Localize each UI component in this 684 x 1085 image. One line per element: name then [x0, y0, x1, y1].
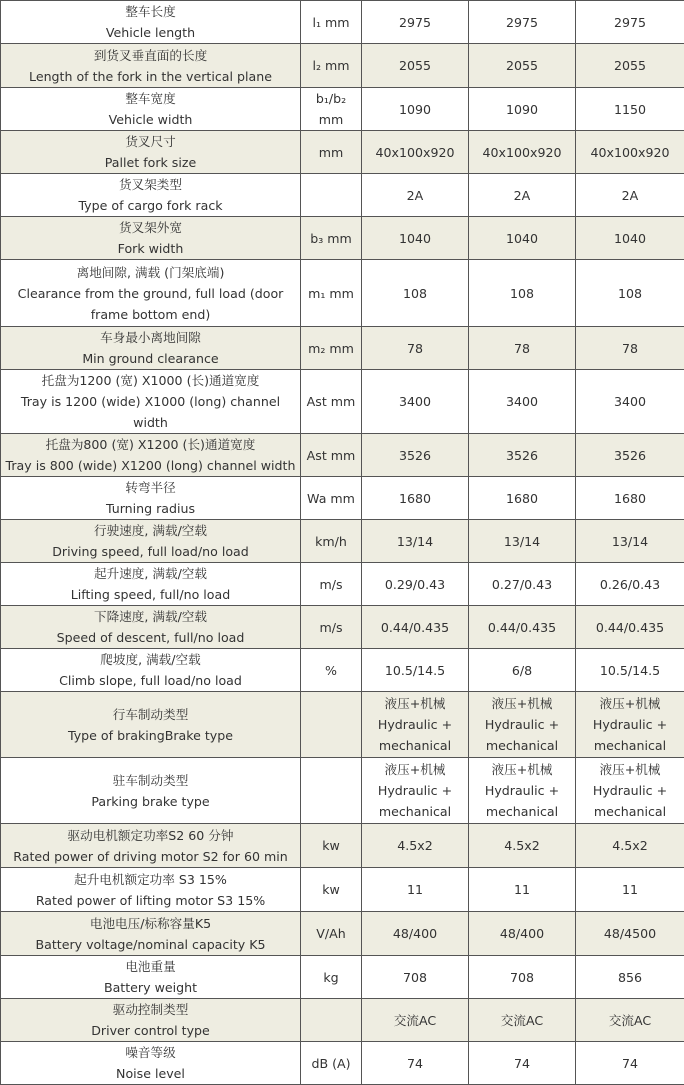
parameter-name-en: Lifting speed, full/no load: [71, 587, 230, 602]
parameter-name-en: Driving speed, full load/no load: [52, 544, 249, 559]
unit-cell: Ast mm: [301, 370, 362, 434]
parameter-name-en: Type of brakingBrake type: [68, 728, 233, 743]
parameter-name-zh: 电池电压/标称容量K5: [3, 913, 298, 934]
model-3-value: 108: [576, 260, 684, 327]
parameter-name-zh: 整车长度: [3, 1, 298, 22]
parameter-cell: [1, 692, 301, 758]
unit-cell: dB (A): [301, 1042, 362, 1085]
parameter-cell: [1, 999, 301, 1042]
parameter-cell: [1, 477, 301, 520]
model-3-value: 74: [576, 1042, 684, 1085]
table-row: [1, 868, 684, 912]
parameter-name-zh: 行车制动类型: [3, 704, 298, 725]
parameter-cell: [1, 44, 301, 88]
unit-cell: [301, 758, 362, 824]
model-3-value: 10.5/14.5: [576, 649, 684, 692]
model-3-value: 13/14: [576, 520, 684, 563]
model-3-value: 液压+机械 Hydraulic + mechanical: [576, 692, 684, 758]
model-1-value: 10.5/14.5: [362, 649, 469, 692]
parameter-cell: [1, 1, 301, 44]
unit-cell: mm: [301, 131, 362, 174]
unit-cell: m/s: [301, 563, 362, 606]
unit-cell: m₂ mm: [301, 327, 362, 370]
parameter-name-zh: 驱动控制类型: [3, 999, 298, 1020]
model-1-value: 78: [362, 327, 469, 370]
table-row: [1, 758, 684, 824]
parameter-cell: [1, 606, 301, 649]
parameter-cell: [1, 956, 301, 999]
parameter-cell: [1, 1042, 301, 1085]
model-2-value: 48/400: [469, 912, 576, 956]
model-2-value: 11: [469, 868, 576, 912]
unit-cell: [301, 174, 362, 217]
parameter-name-zh: 整车宽度: [3, 88, 298, 109]
parameter-cell: [1, 131, 301, 174]
parameter-name-en: Tray is 800 (wide) X1200 (long) channel width: [6, 458, 296, 473]
table-row: [1, 563, 684, 606]
parameter-cell: [1, 912, 301, 956]
model-3-value: 1150: [576, 88, 684, 131]
table-row: [1, 260, 684, 327]
parameter-cell: [1, 327, 301, 370]
table-row: [1, 327, 684, 370]
model-3-value: 48/4500: [576, 912, 684, 956]
model-2-value: 2055: [469, 44, 576, 88]
model-2-value: 2A: [469, 174, 576, 217]
parameter-name-en: Parking brake type: [91, 794, 209, 809]
model-3-value: 2A: [576, 174, 684, 217]
model-3-value: 40x100x920: [576, 131, 684, 174]
model-1-value: 40x100x920: [362, 131, 469, 174]
model-3-value: 2055: [576, 44, 684, 88]
parameter-name-zh: 驻车制动类型: [3, 770, 298, 791]
table-row: [1, 606, 684, 649]
parameter-name-en: Turning radius: [106, 501, 195, 516]
unit-cell: kw: [301, 868, 362, 912]
unit-cell: [301, 999, 362, 1042]
model-1-value: 2055: [362, 44, 469, 88]
table-row: [1, 1042, 684, 1085]
unit-cell: [301, 692, 362, 758]
parameter-name-en: Min ground clearance: [82, 351, 218, 366]
table-row: [1, 217, 684, 260]
unit-cell: km/h: [301, 520, 362, 563]
unit-cell: Ast mm: [301, 434, 362, 477]
model-2-value: 708: [469, 956, 576, 999]
table-row: [1, 956, 684, 999]
model-1-value: 708: [362, 956, 469, 999]
parameter-name-zh: 到货叉垂直面的长度: [3, 45, 298, 66]
model-2-value: 1090: [469, 88, 576, 131]
parameter-name-zh: 货叉架外宽: [3, 217, 298, 238]
model-2-value: 74: [469, 1042, 576, 1085]
parameter-name-en: Battery voltage/nominal capacity K5: [35, 937, 265, 952]
parameter-cell: [1, 174, 301, 217]
parameter-name-zh: 下降速度, 满载/空载: [3, 606, 298, 627]
parameter-cell: [1, 824, 301, 868]
table-row: [1, 824, 684, 868]
parameter-name-zh: 电池重量: [3, 956, 298, 977]
model-2-value: 40x100x920: [469, 131, 576, 174]
model-2-value: 液压+机械 Hydraulic + mechanical: [469, 758, 576, 824]
model-2-value: 3400: [469, 370, 576, 434]
parameter-name-en: Rated power of lifting motor S3 15%: [36, 893, 265, 908]
model-3-value: 3400: [576, 370, 684, 434]
model-1-value: 74: [362, 1042, 469, 1085]
model-1-value: 液压+机械 Hydraulic + mechanical: [362, 758, 469, 824]
parameter-cell: [1, 520, 301, 563]
parameter-name-en: Fork width: [118, 241, 184, 256]
unit-cell: V/Ah: [301, 912, 362, 956]
unit-cell: %: [301, 649, 362, 692]
unit-cell: Wa mm: [301, 477, 362, 520]
model-1-value: 108: [362, 260, 469, 327]
model-3-value: 交流AC: [576, 999, 684, 1042]
parameter-name-en: Vehicle length: [106, 25, 195, 40]
model-2-value: 78: [469, 327, 576, 370]
parameter-cell: [1, 217, 301, 260]
parameter-name-en: Noise level: [116, 1066, 185, 1081]
model-3-value: 3526: [576, 434, 684, 477]
parameter-name-en: Battery weight: [104, 980, 197, 995]
table-row: [1, 912, 684, 956]
parameter-name-en: Type of cargo fork rack: [78, 198, 222, 213]
model-3-value: 1680: [576, 477, 684, 520]
parameter-name-en: Length of the fork in the vertical plane: [29, 69, 272, 84]
model-3-value: 液压+机械 Hydraulic + mechanical: [576, 758, 684, 824]
model-3-value: 2975: [576, 1, 684, 44]
model-1-value: 1040: [362, 217, 469, 260]
parameter-cell: [1, 563, 301, 606]
model-3-value: 0.44/0.435: [576, 606, 684, 649]
model-2-value: 13/14: [469, 520, 576, 563]
parameter-name-zh: 转弯半径: [3, 477, 298, 498]
table-row: [1, 174, 684, 217]
model-2-value: 108: [469, 260, 576, 327]
table-row: [1, 999, 684, 1042]
model-2-value: 1680: [469, 477, 576, 520]
parameter-cell: [1, 370, 301, 434]
model-1-value: 2A: [362, 174, 469, 217]
model-2-value: 交流AC: [469, 999, 576, 1042]
model-1-value: 3526: [362, 434, 469, 477]
spec-table-body: [1, 1, 684, 1085]
table-row: [1, 692, 684, 758]
parameter-cell: [1, 88, 301, 131]
parameter-name-zh: 驱动电机额定功率S2 60 分钟: [3, 825, 298, 846]
parameter-cell: [1, 260, 301, 327]
unit-cell: m/s: [301, 606, 362, 649]
table-row: [1, 88, 684, 131]
parameter-name-zh: 托盘为1200 (宽) X1000 (长)通道宽度: [3, 370, 298, 391]
table-row: [1, 370, 684, 434]
model-1-value: 1680: [362, 477, 469, 520]
model-1-value: 4.5x2: [362, 824, 469, 868]
table-row: [1, 649, 684, 692]
model-1-value: 48/400: [362, 912, 469, 956]
parameter-name-zh: 起升电机额定功率 S3 15%: [3, 869, 298, 890]
parameter-name-en: Rated power of driving motor S2 for 60 min: [13, 849, 287, 864]
model-2-value: 6/8: [469, 649, 576, 692]
model-2-value: 2975: [469, 1, 576, 44]
model-2-value: 4.5x2: [469, 824, 576, 868]
parameter-name-zh: 爬坡度, 满载/空载: [3, 649, 298, 670]
model-1-value: 0.44/0.435: [362, 606, 469, 649]
parameter-cell: [1, 758, 301, 824]
model-2-value: 液压+机械 Hydraulic + mechanical: [469, 692, 576, 758]
model-2-value: 0.44/0.435: [469, 606, 576, 649]
parameter-name-zh: 托盘为800 (宽) X1200 (长)通道宽度: [3, 434, 298, 455]
model-1-value: 交流AC: [362, 999, 469, 1042]
model-1-value: 1090: [362, 88, 469, 131]
parameter-name-zh: 货叉架类型: [3, 174, 298, 195]
parameter-name-zh: 离地间隙, 满载 (门架底端): [3, 262, 298, 283]
parameter-name-en: Vehicle width: [109, 112, 193, 127]
model-1-value: 13/14: [362, 520, 469, 563]
unit-cell: b₃ mm: [301, 217, 362, 260]
unit-cell: kg: [301, 956, 362, 999]
model-3-value: 856: [576, 956, 684, 999]
table-row: [1, 44, 684, 88]
parameter-name-zh: 车身最小离地间隙: [3, 327, 298, 348]
parameter-name-zh: 货叉尺寸: [3, 131, 298, 152]
parameter-cell: [1, 868, 301, 912]
model-3-value: 1040: [576, 217, 684, 260]
table-row: [1, 1, 684, 44]
unit-cell: l₂ mm: [301, 44, 362, 88]
unit-cell: l₁ mm: [301, 1, 362, 44]
parameter-name-zh: 起升速度, 满载/空载: [3, 563, 298, 584]
model-3-value: 4.5x2: [576, 824, 684, 868]
model-1-value: 3400: [362, 370, 469, 434]
parameter-cell: [1, 434, 301, 477]
parameter-name-en: Clearance from the ground, full load (door frame bottom end): [18, 286, 284, 322]
model-3-value: 11: [576, 868, 684, 912]
unit-cell: m₁ mm: [301, 260, 362, 327]
model-2-value: 0.27/0.43: [469, 563, 576, 606]
parameter-name-en: Driver control type: [91, 1023, 210, 1038]
unit-cell: b₁/b₂ mm: [301, 88, 362, 131]
table-row: [1, 434, 684, 477]
unit-cell: kw: [301, 824, 362, 868]
parameter-name-en: Climb slope, full load/no load: [59, 673, 242, 688]
model-2-value: 3526: [469, 434, 576, 477]
parameter-name-en: Tray is 1200 (wide) X1000 (long) channel width: [21, 394, 280, 430]
model-1-value: 11: [362, 868, 469, 912]
model-1-value: 液压+机械 Hydraulic + mechanical: [362, 692, 469, 758]
parameter-name-en: Speed of descent, full/no load: [57, 630, 245, 645]
model-1-value: 2975: [362, 1, 469, 44]
model-3-value: 0.26/0.43: [576, 563, 684, 606]
parameter-name-zh: 噪音等级: [3, 1042, 298, 1063]
table-row: [1, 520, 684, 563]
model-2-value: 1040: [469, 217, 576, 260]
parameter-name-zh: 行驶速度, 满载/空载: [3, 520, 298, 541]
model-1-value: 0.29/0.43: [362, 563, 469, 606]
table-row: [1, 131, 684, 174]
table-row: [1, 477, 684, 520]
parameter-cell: [1, 649, 301, 692]
parameter-name-en: Pallet fork size: [105, 155, 196, 170]
model-3-value: 78: [576, 327, 684, 370]
